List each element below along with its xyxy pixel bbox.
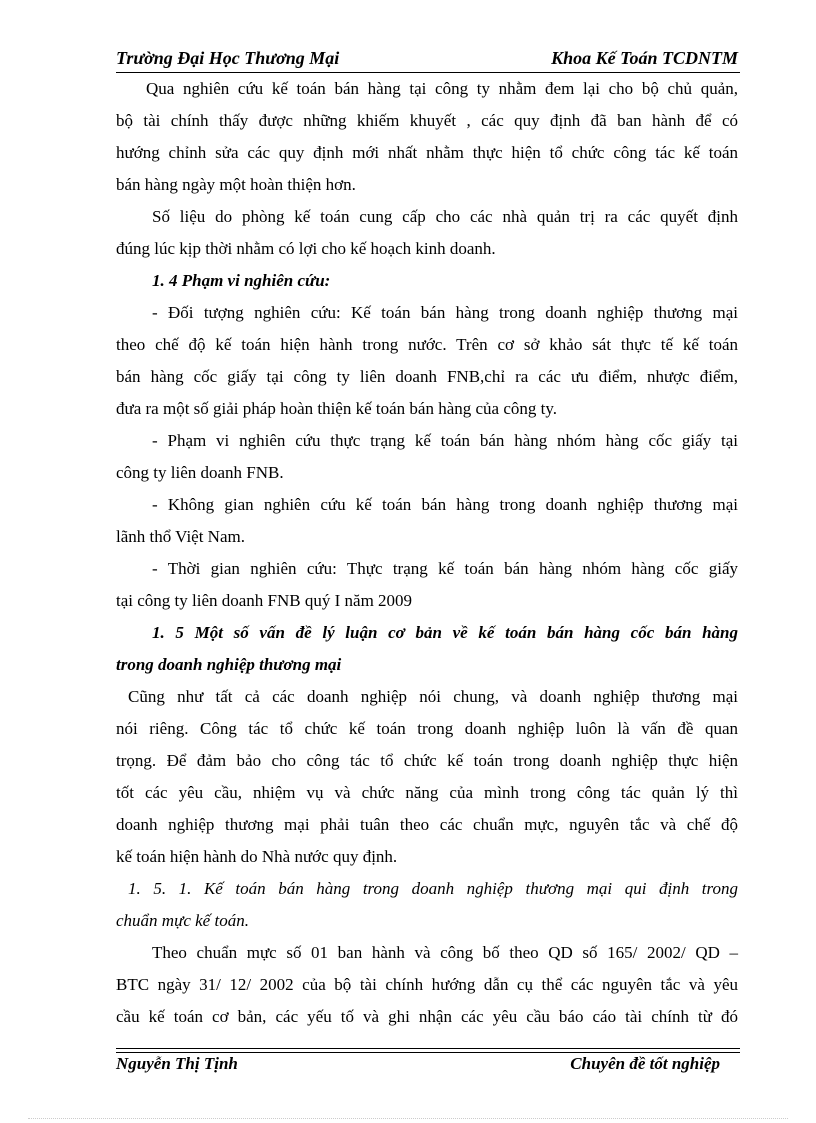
paragraph-line: Theo chuẩn mực số 01 ban hành và công bố theo QD số 165/ 2002/ QD – bbox=[152, 943, 738, 962]
footer-author: Nguyễn Thị Tịnh bbox=[116, 1054, 238, 1073]
paragraph-line: - Phạm vi nghiên cứu thực trạng kế toán bán hàng nhóm hàng cốc giấy tại bbox=[152, 431, 738, 450]
paragraph-line: doanh nghiệp thương mại phải tuân theo các chuẩn mực, nguyên tắc và chế độ bbox=[116, 815, 738, 834]
section-heading: 1. 4 Phạm vi nghiên cứu: bbox=[152, 271, 331, 290]
paragraph-line: theo chế độ kế toán hiện hành trong nước. Trên cơ sở khảo sát thực tế kế toán bbox=[116, 335, 738, 354]
paragraph-line: lãnh thổ Việt Nam. bbox=[116, 527, 245, 546]
paragraph-line: bộ tài chính thấy được những khiếm khuyết , các quy định đã ban hành để có bbox=[116, 111, 738, 130]
subsection-heading: chuẩn mực kế toán. bbox=[116, 911, 249, 930]
paragraph-line: Cũng như tất cả các doanh nghiệp nói chung, và doanh nghiệp thương mại bbox=[128, 687, 738, 706]
paragraph-line: tại công ty liên doanh FNB quý I năm 2009 bbox=[116, 591, 413, 610]
page-edge-divider bbox=[28, 1118, 788, 1119]
paragraph-line: Số liệu do phòng kế toán cung cấp cho các nhà quản trị ra các quyết định bbox=[152, 207, 738, 226]
paragraph-line: hướng chỉnh sửa các quy định mới nhất nhằm thực hiện tổ chức công tác kế toán bbox=[116, 143, 738, 162]
paragraph-line: cầu kế toán cơ bản, các yếu tố và ghi nhận các yêu cầu báo cáo tài chính từ đó bbox=[116, 1007, 738, 1026]
page-header bbox=[116, 48, 738, 72]
paragraph-line: đúng lúc kịp thời nhằm có lợi cho kế hoạch kinh doanh. bbox=[116, 239, 496, 258]
paragraph-line: đưa ra một số giải pháp hoàn thiện kế toán bán hàng của công ty. bbox=[116, 399, 558, 418]
section-heading: trong doanh nghiệp thương mại bbox=[116, 655, 342, 674]
paragraph-line: trọng. Để đảm bảo cho công tác tổ chức kế toán trong doanh nghiệp thực hiện bbox=[116, 751, 738, 770]
footer-rule bbox=[116, 1048, 740, 1049]
paragraph-line: kế toán hiện hành do Nhà nước quy định. bbox=[116, 847, 398, 866]
subsection-heading: 1. 5. 1. Kế toán bán hàng trong doanh nghiệp thương mại qui định trong bbox=[128, 879, 738, 898]
header-school-name: Trường Đại Học Thương Mại bbox=[116, 48, 340, 68]
paragraph-line: tốt các yêu cầu, nhiệm vụ và chức năng của mình trong công tác quản lý thì bbox=[116, 783, 738, 802]
document-body bbox=[116, 73, 738, 1033]
paragraph-line: - Thời gian nghiên cứu: Thực trạng kế toán bán hàng nhóm hàng cốc giấy bbox=[152, 559, 738, 578]
paragraph-line: Qua nghiên cứu kế toán bán hàng tại công ty nhằm đem lại cho bộ chủ quản, bbox=[146, 79, 738, 98]
footer-doc-type: Chuyên đề tốt nghiệp bbox=[570, 1054, 720, 1073]
paragraph-line: nói riêng. Công tác tổ chức kế toán trong doanh nghiệp luôn là vấn đề quan bbox=[116, 719, 738, 738]
paragraph-line: công ty liên doanh FNB. bbox=[116, 463, 284, 482]
paragraph-line: bán hàng cốc giấy tại công ty liên doanh FNB,chỉ ra các ưu điểm, nhược điểm, bbox=[116, 367, 738, 386]
header-faculty-name: Khoa Kế Toán TCDNTM bbox=[551, 48, 738, 68]
page-footer bbox=[116, 1054, 720, 1078]
paragraph-line: - Không gian nghiên cứu kế toán bán hàng trong doanh nghiệp thương mại bbox=[152, 495, 738, 514]
section-heading: 1. 5 Một số vấn đề lý luận cơ bản về kế toán bán hàng cốc bán hàng bbox=[152, 623, 738, 642]
footer-rule-double bbox=[116, 1052, 740, 1053]
paragraph-line: - Đối tượng nghiên cứu: Kế toán bán hàng trong doanh nghiệp thương mại bbox=[152, 303, 738, 322]
paragraph-line: bán hàng ngày một hoàn thiện hơn. bbox=[116, 175, 356, 194]
paragraph-line: BTC ngày 31/ 12/ 2002 của bộ tài chính hướng dẫn cụ thể các nguyên tắc và yêu bbox=[116, 975, 738, 994]
